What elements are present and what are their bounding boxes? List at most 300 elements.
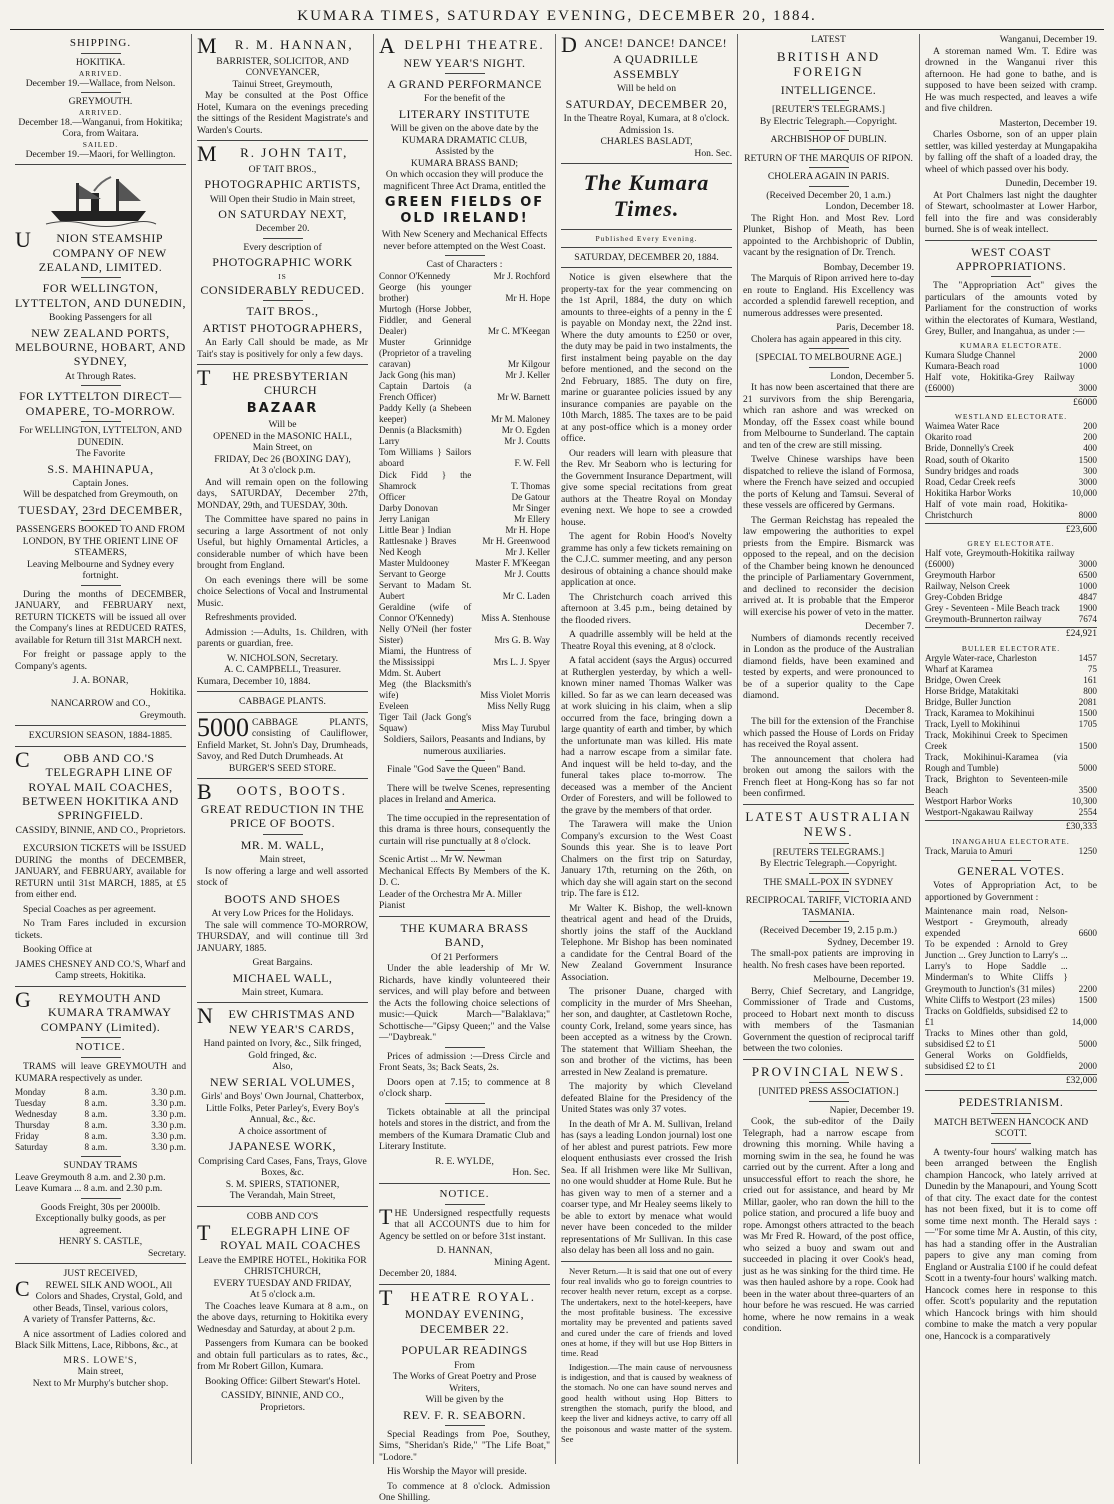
row-label: Captain Dartois (a French Officer): [379, 381, 472, 403]
chinese-body: Twelve Chinese warships have been dispatched to relieve the island of Formosa, where the French have seized and occupied the ports of Kelung and Tamsui. Several of these vessels are officered by Germans.: [743, 454, 914, 512]
divider: [743, 1059, 914, 1060]
row-label: Kumara-Beach road: [925, 360, 1000, 371]
row-value: 161: [1083, 674, 1097, 685]
upa-label: [UNITED PRESS ASSOCIATION.]: [758, 1086, 899, 1098]
diamonds-body: Numbers of diamonds recently received in London as the produce of the Australian diamond fields, have been examined and tested by experts, and were pronounced to be of a superior quality to the Cape diamond.: [743, 632, 914, 702]
will-be: Will be: [268, 419, 297, 431]
table-row: [379, 403, 550, 425]
column-2: [192, 34, 374, 1464]
row-label: Track, Mokihinui Creek to Specimen Creek: [925, 730, 1068, 752]
wylde: R. E. WYLDE,: [435, 1155, 494, 1167]
paragraph: A fatal accident (says the Argus) occurred at Rutherglen yesterday, by which a well-known miner named Thomas Walker was killed. So far as we can learn deceased was at work sluicing in his claim, when a slip occurred from the face, bringing down a large quantity of earth and timber, by which the unfortunate man was killed. His mate had a narrow escape from a similar fate. And inquest will be held to-day, and the funeral takes place to-morrow. The deceased was a member of the Ancient Order of Foresters, and will be followed to the grave by the members of that order.: [561, 655, 732, 816]
table-row: [379, 624, 550, 646]
timetable-am: 8 a.m.: [84, 1109, 108, 1120]
divider: [445, 1103, 485, 1104]
band-performers: Of 21 Performers: [430, 951, 499, 963]
timetable-day: Monday: [15, 1087, 46, 1098]
row-value: Mr Ellery: [514, 513, 550, 524]
table-row: [925, 455, 1097, 466]
row-label: Road, south of Okarito: [925, 454, 1010, 465]
mayor-preside: His Worship the Mayor will preside.: [387, 1466, 527, 1478]
table-row: [379, 381, 550, 403]
tariff-head: RECIPROCAL TARIFF, VICTORIA AND TASMANIA.: [745, 895, 912, 918]
row-label: Westport Harbor Works: [925, 796, 1013, 807]
hannan-address: Tainui Street, Greymouth,: [232, 78, 333, 90]
franchise-body: The bill for the extension of the Franchise which passed the House of Lords on Friday has received the Royal assent.: [743, 716, 914, 751]
divider: [263, 238, 303, 239]
sunday-trams-heading: SUNDAY TRAMS: [63, 1160, 138, 1172]
divider: [15, 725, 186, 726]
given-by-2: Will be given by the: [425, 1394, 504, 1405]
arrived-label: ARRIVED.: [78, 107, 123, 117]
verandah: The Verandah, Main Street,: [229, 1190, 336, 1202]
table-row: [925, 603, 1097, 614]
row-label: General Works on Goldfields, subsidised £2 to £1: [925, 1049, 1068, 1071]
paragraph: A quadrille assembly will be held at the Theatre Royal this evening, at 8 o'clock.: [561, 629, 732, 652]
row-label: Grey-Cobden Bridge: [925, 592, 1003, 603]
bazaar-main-street: Main Street, on: [252, 442, 313, 454]
row-value: T. Thomas: [511, 480, 550, 491]
row-label: Tiger Tail (Jack Gong's Squaw): [379, 712, 472, 734]
cholera-head: CHOLERA AGAIN IN PARIS.: [767, 171, 890, 183]
row-label: Okarito road: [925, 432, 972, 443]
twelve-scenes: There will be twelve Scenes, representing places in Ireland and America.: [379, 782, 550, 806]
castle-title: Secretary.: [148, 1247, 186, 1259]
table-row: [925, 708, 1097, 719]
agent-bonar: J. A. BONAR,: [72, 675, 129, 687]
low-prices: At very Low Prices for the Holidays.: [211, 908, 354, 920]
table-row: [379, 569, 550, 580]
divider: [809, 1101, 849, 1102]
row-label: Miami, the Huntress of the Mississippi: [379, 646, 472, 668]
paragraph: In the death of Mr A. M. Sullivan, Ireland has (says a leading London journal) lost one of her ablest and purest patriots. Few more eloquent enthusiasts ever crossed the Irish Sea. If all Irishmen were like Mr Sullivan, no one would shudder at Home Rule. But he has given way to men of a sterner and a coarser type, and Mr Healey seems likely to be able to extort by menace what would never have been conceded to the milder representations of Mr Sullivan. In this case also delay has been all loss and no gain.: [561, 1118, 732, 1257]
sailing-date: TUESDAY, 23rd DECEMBER,: [18, 502, 183, 517]
michael-wall-location: Main street, Kumara.: [241, 986, 324, 998]
row-value: 1500: [1078, 708, 1097, 719]
table-row: [379, 304, 550, 337]
table-row: [925, 719, 1097, 730]
dateline: London, December 18.: [825, 201, 914, 213]
bazaar-body: And will remain open on the following days, SATURDAY, December 27th, MONDAY, 29th, and TUESDAY, 30th.: [197, 476, 368, 511]
row-label: Railway, Nelson Creek: [925, 581, 1010, 592]
timetable-day: Thursday: [15, 1120, 50, 1131]
divider: [15, 986, 186, 987]
chalmers-body: At Port Chalmers last night the daughter of Stewart, schoolmaster at Lower Harbor, fell into the fire and was considerably burned. She is of weak intellect.: [925, 189, 1097, 235]
favorite-label: The Favorite: [75, 448, 126, 460]
hongkong-body: The announcement that cholera had broken out among the sailors with the French fleet at Hong-Kong has so far not been confirmed.: [743, 753, 914, 800]
buller-table: [925, 653, 1097, 818]
table-row: [379, 646, 550, 668]
shipping-heading: SHIPPING.: [69, 37, 132, 49]
divider: [809, 1082, 849, 1083]
tariff-body: Berry, Chief Secretary, and Langridge, Commissioner of Trade and Customs, proceed to Hobart next month to discuss with members of the Tasmanian Government the question of reciprocal tariff between the two colonies.: [743, 985, 914, 1055]
row-value: Mr H. Hope: [505, 293, 550, 304]
row-label: Jack Gong (his man): [379, 370, 456, 381]
row-value: 5000: [1078, 763, 1097, 774]
agent-nancarrow-location: Greymouth.: [139, 709, 186, 721]
row-value: 8000: [1078, 509, 1097, 520]
table-row: [925, 614, 1097, 625]
divider: [809, 921, 849, 922]
table-row: [925, 1006, 1097, 1028]
row-label: Officer: [379, 491, 406, 502]
divider: [445, 760, 485, 761]
committee-text: The Committee have spared no pains in securing a large Assortment of not only Useful, but highly Ornamental Articles, a considerable number of which have been brought from England.: [197, 514, 368, 572]
appropriations-head: WEST COAST APPROPRIATIONS.: [955, 244, 1067, 273]
grey-table: [925, 548, 1097, 625]
newspaper-title: The Kumara Times.: [583, 170, 710, 222]
coach-time: At 5 o'clock a.m.: [249, 1289, 316, 1301]
table-row: [925, 421, 1097, 432]
row-label: Greymouth-Brunnerton railway: [925, 614, 1042, 625]
row-value: Mrs L. J. Spyer: [493, 657, 550, 668]
table-row: [925, 592, 1097, 603]
row-label: Westport-Ngakawau Railway: [925, 807, 1034, 818]
table-row: [925, 995, 1097, 1006]
row-value: 4847: [1078, 592, 1097, 603]
general-total: £32,000: [925, 1074, 1097, 1087]
trams-leave-text: TRAMS will leave GREYMOUTH and KUMARA respectively as under.: [15, 1061, 186, 1084]
table-row: [925, 1028, 1097, 1050]
lowe-location: Next to Mr Murphy's butcher shop.: [32, 1377, 169, 1389]
coaches-leave: The Coaches leave Kumara at 8 a.m., on the above days, returning to Hokitika every Wednesday and Saturday, at about 2 p.m.: [197, 1300, 368, 1335]
paragraph: Mr Walter K. Bishop, the well-known theatrical agent and head of the Druids, shortly joins the staff of the Auckland Telephone. Mr Bishop has been nominated a candidate for the Central Board of the New Zealand Government Insurance Association.: [561, 902, 732, 983]
appropriation-intro: The "Appropriation Act" gives the particulars of the amounts voted by Parliament for the construction of works within the electorates of Kumara, Westland, Grey, Buller, and Inangahua, as under :—: [925, 280, 1097, 338]
buller-electorate: BULLER ELECTORATE.: [961, 643, 1061, 653]
row-value: 10,300: [1071, 796, 1097, 807]
dateline: London, December 5.: [830, 370, 914, 382]
dance-venue: In the Theatre Royal, Kumara, at 8 o'clock. Admission 1s.: [563, 113, 730, 136]
editorial-paragraphs: [561, 272, 732, 1257]
paragraph: The majority by which Cleveland defeated Blaine for the Presidency of the United States was only 37 votes.: [561, 1081, 732, 1116]
no-tram-fares: No Tram Fares included in excursion tickets.: [15, 918, 186, 941]
row-value: Mrs G. B. Way: [494, 634, 550, 645]
divider: [743, 804, 914, 805]
timetable-day: Tuesday: [15, 1098, 46, 1109]
table-row: [925, 752, 1097, 774]
cabbage-heading: CABBAGE PLANTS.: [239, 696, 326, 708]
leave-empire: Leave the EMPIRE HOTEL, Hokitika FOR CHRISTCHURCH,: [198, 1254, 367, 1278]
nicholson: W. NICHOLSON, Secretary.: [226, 652, 339, 664]
grey-electorate: GREY ELECTORATE.: [967, 539, 1055, 549]
row-label: Paddy Kelly (a Shebeen keeper): [379, 403, 472, 425]
row-value: 1250: [1078, 845, 1097, 856]
dateline: December 8.: [864, 704, 914, 716]
divider: [81, 421, 121, 422]
green-fields-title: GREEN FIELDS OF OLD IRELAND!: [384, 195, 545, 226]
notice-date: December 20, 1884.: [379, 1268, 457, 1280]
scenery-text: With New Scenery and Mechanical Effects never before attempted on the West Coast.: [381, 229, 548, 252]
row-value: Mr J. Coutts: [504, 436, 550, 447]
table-row: [379, 282, 550, 304]
wylde-title: Hon. Sec.: [512, 1167, 550, 1179]
lowe-name: MRS. LOWE'S,: [63, 1354, 138, 1366]
cook-body: Cook, the sub-editor of the Daily Telegraph, had a narrow escape from drowning this morning. While having a morning swim in the sea, he found he was carried out by the current. After a long and unsuccessful effort to reach the shore, he cried out for assistance, and heard by Mr Millar, gaoler, who ran down the hill to the police station, and procured a life buoy and rope. Amongst others attracted to the beach was Mr Fred R. Howard, of the post office, who seized a buoy and swam out and succeeded in placing it over Cook's head, just as he was sinking for the third time. He was then hauled ashore by a rope. Cook had been in the water about three-quarters of an hour before he was rescued. He was carried home, where he now remains in a weak condition.: [743, 1116, 914, 1335]
row-label: Master Muldooney: [379, 557, 450, 568]
divider: [809, 167, 849, 168]
paragraph: The prisoner Duane, charged with complicity in the murder of Mrs Sheehan, her son, and daughter, at Castletown Roche, county Cork, Ireland, some years since, has been accepted as a witness by the Crown. The statement that William Sheehan, the son and brother of the victims, has been arrested in New Zealand is premature.: [561, 986, 732, 1078]
row-value: Mr Singer: [512, 502, 550, 513]
tramway-heading: GREYMOUTH AND KUMARA TRAMWAY COMPANY (Limited).: [15, 986, 172, 1034]
divider: [263, 834, 303, 835]
provincial-news: PROVINCIAL NEWS.: [751, 1063, 906, 1079]
divider: [445, 255, 485, 256]
row-label: Jerry Lanigan: [379, 513, 430, 524]
row-label: Track, Karamea to Mokihinui: [925, 708, 1035, 719]
divider: [81, 585, 121, 586]
row-label: Bridge, Buller Junction: [925, 697, 1011, 708]
row-label: To be expended : Arnold to Grey Junction ... Grey Junction to Larry's ... Larry's to Hope Saddle ... Minderman's to White Cliffs } Greymouth to Junction's (31 miles): [925, 939, 1068, 994]
intelligence: INTELLIGENCE.: [780, 82, 877, 97]
divider: [445, 1425, 485, 1426]
steamship-icon: [46, 169, 156, 227]
just-received: JUST RECEIVED,: [63, 1268, 138, 1280]
latest-australian: LATEST AUSTRALIAN NEWS.: [745, 808, 912, 840]
edire-body: A storeman named Wm. T. Edire was drowned in the Wanganui river this afternoon. He had gone to bathe, and is supposed to have been seized with cramp. He was much respected, and leaves a wife and five children.: [925, 45, 1097, 114]
cobb-heading: COBB AND CO.'S TELEGRAPH LINE OF ROYAL MAIL COACHES, BETWEEN HOKITIKA AND SPRINGFIELD.: [15, 746, 179, 823]
row-value: Master F. M'Keegan: [475, 557, 550, 568]
table-row: [379, 701, 550, 712]
table-row: [15, 1131, 186, 1142]
campbell: A. C. CAMPBELL, Treasurer.: [224, 664, 341, 676]
column-5: [738, 34, 920, 1464]
row-value: 400: [1083, 443, 1097, 454]
row-label: Waimea Water Race: [925, 421, 1000, 432]
row-value: Mr J. Keller: [505, 546, 550, 557]
row-value: 300: [1083, 465, 1097, 476]
union-company-heading: UNION STEAMSHIP COMPANY OF NEW ZEALAND, LIMITED.: [15, 227, 167, 274]
spiers: S. M. SPIERS, STATIONER,: [225, 1178, 340, 1190]
indigestion-ad: Indigestion.—The main cause of nervousness is indigestion, and that is caused by weakness of the stomach. No one can have sound nerves and good health without using Hop Bitters to strengthen the stomach, purify the blood, and keep the liver and kidneys active, to carry off all the poisonous and waste matter of the system. See: [561, 1361, 732, 1444]
greymouth-sailed: December 19.—Maori, for Wellington.: [25, 148, 176, 160]
table-row: [925, 846, 1097, 857]
table-row: [379, 525, 550, 536]
row-value: 2081: [1078, 697, 1097, 708]
monday-evening: MONDAY EVENING, DECEMBER 22.: [404, 1307, 525, 1336]
divider: [445, 73, 485, 74]
divider: [809, 149, 849, 150]
divider: [197, 1206, 368, 1207]
table-row: [925, 350, 1097, 361]
divider: [81, 1037, 121, 1038]
cabbage-ad: [197, 712, 368, 763]
row-value: 7674: [1078, 614, 1097, 625]
osborne-body: Charles Osborne, son of an upper plain settler, was killed yesterday at Mungapakiha by falling off the shaft of a loaded dray, the wheel of which passed over his body.: [925, 129, 1097, 175]
row-value: 3000: [1078, 382, 1097, 393]
row-label: Maintenance main road, Nelson-Westport - Greymouth, already expended: [925, 906, 1068, 939]
timetable-am: 8 a.m.: [84, 1142, 108, 1153]
never-return-ad: Never Return.—It is said that one out of every four real invalids who go to foreign countries to recover health never return, except as a corpse. The undertakers, next to the hotel-keepers, have the most profitable business. The excessive mortality may be prevented and patients saved and cured under the care of friends and loved ones at home, if they will but use Hop Bitters in time. Read: [561, 1265, 732, 1359]
row-value: Miss Nelly Rugg: [487, 701, 550, 712]
ports-heading: NEW ZEALAND PORTS, MELBOURNE, HOBART, AND SYDNEY,: [15, 325, 186, 369]
mechanical-effects: Mechanical Effects By Members of the K. D. C.: [379, 865, 550, 889]
saturday-next: ON SATURDAY NEXT,: [218, 207, 347, 222]
timetable-pm: 3.30 p.m.: [151, 1142, 186, 1153]
table-row: [379, 558, 550, 569]
bazaar-date: Kumara, December 10, 1884.: [197, 675, 311, 687]
evening-music: On each evenings there will be some choice Selections of Vocal and Instrumental Music.: [197, 574, 368, 609]
serial-volumes: NEW SERIAL VOLUMES,: [210, 1074, 355, 1089]
table-row: [925, 432, 1097, 443]
row-label: Tracks to Mines other than gold, subsidised £2 to £1: [925, 1027, 1068, 1049]
row-label: Kumara Sludge Channel: [925, 349, 1016, 360]
row-value: 2000: [1078, 1060, 1097, 1071]
table-row: [379, 679, 550, 701]
row-value: 1900: [1078, 603, 1097, 614]
reuters-label: [REUTER'S TELEGRAMS.]: [772, 104, 885, 116]
table-row: [925, 796, 1097, 807]
row-value: [471, 668, 550, 679]
tram-timetable: [15, 1087, 186, 1153]
table-row: [15, 1142, 186, 1153]
grey-total: £24,921: [925, 627, 1097, 640]
row-label: Rattlesnake } Braves: [379, 535, 457, 546]
received-time-2: (Received December 19, 2.15 p.m.): [760, 925, 897, 937]
tait-heading: MR. JOHN TAIT,: [197, 141, 349, 167]
hannan-body: May be consulted at the Post Office Hotel, Kumara on the evenings preceding the sittings of the Resident Magistrate's and Warden's Courts.: [197, 90, 368, 136]
orchestra-leader: Leader of the Orchestra Mr A. Miller: [379, 888, 522, 900]
paragraph: Our readers will learn with pleasure that the Rev. Mr Seaborn who is lecturing for the Government Insurance Department, will give some special recitations from great authors at the Theatre Royal on Monday evening next. We hope to see a crowded house.: [561, 447, 732, 528]
given-by: Will be given on the above date by the: [390, 123, 539, 135]
timetable-day: Friday: [15, 1131, 39, 1142]
ship-name: S.S. MAHINAPUA,: [47, 461, 154, 476]
archbishop-body: The Right Hon. and Most Rev. Lord Plunket, Bishop of Meath, has been appointed to the Archbishopric of Dublin, vacant by the resignation of Dr. Trench.: [743, 212, 914, 259]
row-value: 10,000: [1071, 487, 1097, 498]
wall-offering: Is now offering a large and well assorted stock of: [197, 865, 368, 889]
table-row: [925, 466, 1097, 477]
row-value: 3000: [1078, 559, 1097, 570]
row-value: 1000: [1078, 360, 1097, 371]
row-label: Half vote, Hokitika-Grey Railway (£6000): [925, 371, 1075, 393]
kumara-electorate: KUMARA ELECTORATE.: [959, 340, 1063, 350]
chesney-office: JAMES CHESNEY AND CO.'S, Wharf and Camp streets, Hokitika.: [15, 958, 186, 982]
row-label: Track, Maruia to Amuri: [925, 845, 1013, 856]
hand-painted: Hand painted on Ivory, &c., Silk fringed, Gold fringed, &c.: [203, 1038, 362, 1061]
row-label: Murtogh (Horse Jobber, Fiddler, and General Dealer): [379, 304, 472, 337]
works-line: The Works of Great Poetry and Prose Writers,: [392, 1371, 537, 1394]
new-years-night: NEW YEAR'S NIGHT.: [403, 55, 526, 70]
table-row: [379, 580, 550, 602]
table-row: [925, 488, 1097, 499]
row-value: 75: [1087, 663, 1097, 674]
dateline: Bombay, December 19.: [823, 261, 914, 273]
row-label: Road, Cedar Creek reefs: [925, 476, 1016, 487]
divider: [561, 1261, 732, 1262]
reuters-label-2: [REUTERS TELEGRAMS.]: [772, 846, 885, 858]
row-value: 200: [1083, 432, 1097, 443]
from-label: From: [454, 1359, 475, 1371]
doors-open: Doors open at 7.15; to commence at 8 o'clock sharp.: [379, 1076, 550, 1100]
timetable-am: 8 a.m.: [84, 1098, 108, 1109]
pedestrianism-body: A twenty-four hours' walking match has been arranged between the English champion Hancock, who lately arrived at Dunedin by the Manapouri, and Young Scott of that city. The exact date for the contest has not been fixed, but it is to come off some time next month. The Herald says :—"For some time Mr A. Austin, of this city, has had a standing offer in the Australian papers to give any man coming from England or Australia £100 if he could defeat Scott in a twenty-four hours' walking match. Hancock comes here in response to this offer. Scott's popularity and the reputation which Hancock brings with him should combine to make the match a very popular one, Hancock is a comparatively: [925, 1146, 1097, 1342]
timetable-am: 8 a.m.: [84, 1131, 108, 1142]
table-row: [925, 686, 1097, 697]
journals-list: Girls' and Boys' Own Journal, Chatterbox, Little Folks, Peter Parley's, Every Boy's Annual, &c., &c.: [201, 1091, 364, 1126]
divider: [445, 1047, 485, 1048]
table-row: [925, 581, 1097, 592]
paragraph: The agent for Robin Hood's Novelty gramme has only a few tickets remaining on the C.J.C. summer meeting, and any person desirous of obtaining a chance should make application at once.: [561, 531, 732, 589]
quadrille-heading: A QUADRILLE ASSEMBLY: [613, 52, 699, 81]
row-label: Nelly O'Neil (her foster Sister): [379, 623, 472, 645]
greymouth-arrivals: December 18.—Wanganui, from Hokitika; Cora, from Waitara.: [18, 116, 183, 140]
divider: [561, 163, 732, 164]
divider: [379, 1183, 550, 1184]
dateline: Napier, December 19.: [829, 1104, 914, 1116]
band-body: Under the able leadership of Mr W. Richards, have kindly volunteered their services, and will play before and between the Acts the following choice selections of music:—Quick March—"Balaklava;" Schottische—"Gipsy Queen;" and the Valse—"Daybreak.": [379, 963, 550, 1044]
commence-line: To commence at 8 o'clock. Admission One Shilling.: [379, 1480, 550, 1504]
time-text: The time occupied in the representation of this drama is three hours, consequently the curtain will rise punctually at 8 o'clock.: [379, 812, 550, 847]
column-1: [10, 34, 192, 1464]
presbyterian-heading: THE PRESBYTERIAN CHURCH: [197, 365, 349, 398]
bulky-goods: Exceptionally bulky goods, as per agreement.: [35, 1213, 166, 1236]
divider: [561, 229, 732, 230]
special-melbourne: [SPECIAL TO MELBOURNE AGE.]: [755, 352, 902, 364]
table-row: [925, 774, 1097, 796]
sailed-label: SAILED.: [82, 139, 119, 149]
hannan-profession: BARRISTER, SOLICITOR, AND CONVEYANCER,: [216, 55, 349, 79]
row-value: Miss Violet Morris: [480, 690, 550, 701]
telegraph-line: TELEGRAPH LINE OF ROYAL MAIL COACHES: [197, 1220, 361, 1253]
row-value: Mr C. Laden: [502, 590, 550, 601]
grand-performance: A GRAND PERFORMANCE: [387, 76, 542, 91]
row-label: Eveleen: [379, 701, 409, 712]
row-label: Track, Brighton to Seventeen-mile Beach: [925, 774, 1068, 796]
row-value: F. W. Fell: [514, 458, 550, 469]
berengaria-body: It has now been ascertained that there are 21 survivors from the ship Berengaria, which ran ashore and was wrecked on Monday, off the Essex coast while bound from Melbourne to Sunderland. The captain and ten of the crew are still missing.: [743, 382, 914, 451]
table-row: [925, 675, 1097, 686]
table-row: [925, 1050, 1097, 1072]
orient-line: LONDON, BY THE ORIENT LINE OF STEAMERS,: [22, 535, 179, 559]
bazaar-admission: Admission :—Adults, 1s. Children, with parents or guardian, free.: [197, 626, 368, 650]
row-value: Mr Kilgour: [507, 359, 550, 370]
table-row: [379, 492, 550, 503]
divider: [81, 1057, 121, 1058]
adelphi-heading: ADELPHI THEATRE.: [379, 33, 545, 58]
dateline: Melbourne, December 19.: [813, 974, 914, 986]
cast-table: [379, 271, 550, 734]
row-value: 1000: [1078, 581, 1097, 592]
divider: [15, 746, 186, 747]
row-label: Wharf at Karamea: [925, 663, 993, 674]
dateline: Sydney, December 19.: [827, 936, 914, 948]
brass-band: KUMARA BRASS BAND;: [410, 157, 519, 169]
paragraph: The Christchurch coach arrived this afternoon at 3.45 p.m., being detained by the flooded rivers.: [561, 591, 732, 626]
lowe-street: Main street,: [77, 1366, 124, 1378]
table-row: [15, 1098, 186, 1109]
row-value: Miss May Turubul: [481, 723, 550, 734]
divider: [925, 1090, 1097, 1091]
booking-line: Booking Passengers for all: [48, 312, 153, 324]
divider: [809, 843, 849, 844]
tait-bros: OF TAIT BROS.,: [248, 163, 317, 175]
archbishop-head: ARCHBISHOP OF DUBLIN.: [770, 134, 887, 146]
hannan-notice: THE Undersigned respectfully requests that all ACCOUNTS due to him for Agency be settled on or before 31st instant.: [379, 1203, 550, 1242]
arrived-label: ARRIVED.: [78, 68, 123, 78]
divider: [809, 130, 849, 131]
divider: [81, 385, 121, 386]
cabbage-count: 5000: [197, 712, 249, 742]
divider: [81, 520, 121, 521]
divider: [197, 140, 368, 141]
notice-heading-2: NOTICE.: [439, 1187, 490, 1200]
divider: [379, 916, 550, 917]
match-head: MATCH BETWEEN HANCOCK AND SCOTT.: [933, 1116, 1089, 1140]
table-row: [925, 477, 1097, 488]
westland-total: £23,600: [925, 523, 1097, 536]
divider: [197, 778, 368, 779]
columns: [10, 32, 1104, 1504]
table-row: [925, 664, 1097, 675]
